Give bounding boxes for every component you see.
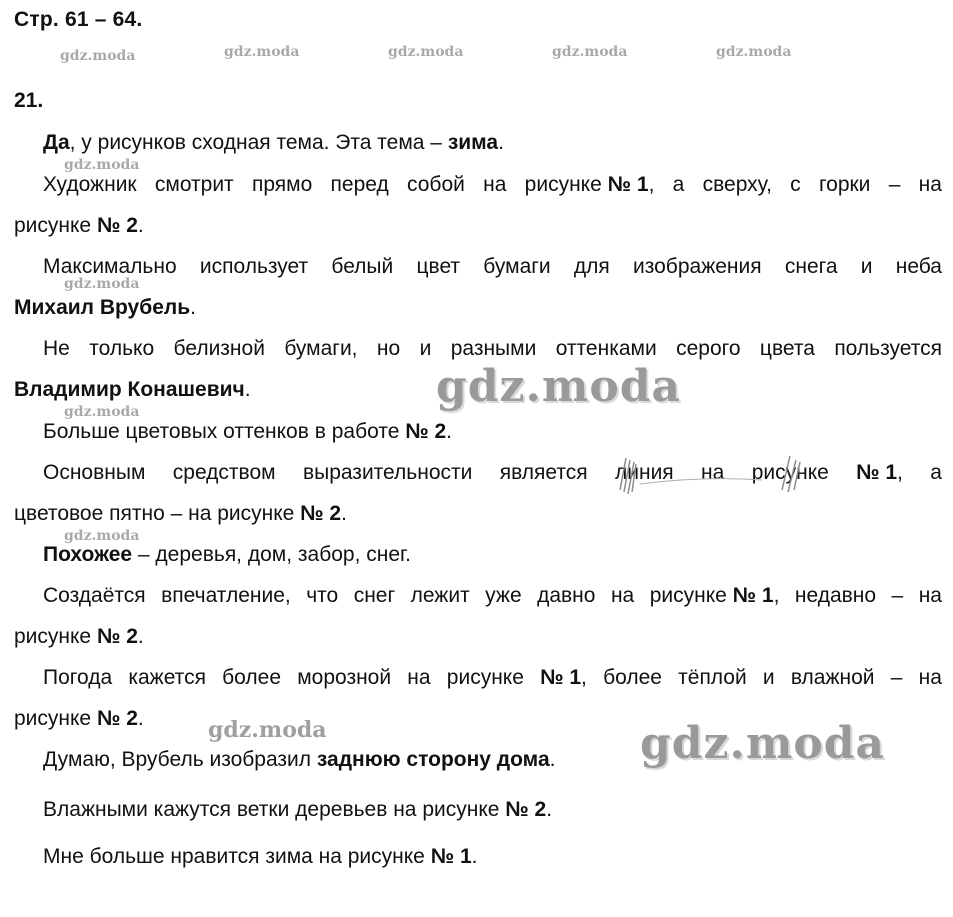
answer-bold: № 2	[405, 420, 447, 443]
word: линия	[615, 461, 674, 484]
word: оттенками	[555, 337, 657, 360]
answer-line-5	[43, 419, 452, 445]
word: рисунке	[649, 584, 727, 607]
answer-text: .	[546, 798, 553, 821]
watermark: gdz.moda	[64, 528, 140, 544]
answer-line-12	[43, 844, 477, 870]
word: Максимально	[43, 255, 177, 278]
word: прямо	[251, 173, 313, 196]
answer-bold: № 1	[856, 461, 898, 484]
answer-line-3b	[14, 295, 196, 321]
answer-text: .	[137, 625, 144, 648]
answer-text: Больше цветовых оттенков в работе	[43, 420, 406, 443]
word: ,	[897, 461, 903, 484]
word: цвет	[416, 255, 461, 278]
answer-bold: № 1	[732, 584, 774, 607]
word: впечатление,	[161, 584, 291, 607]
word: ,	[773, 584, 780, 607]
task-number: 21.	[14, 89, 44, 112]
answer-text: – деревья, дом, забор, снег.	[132, 543, 411, 566]
word: перед	[330, 173, 389, 196]
word: серого	[676, 337, 741, 360]
watermark: gdz.moda	[224, 44, 300, 60]
word: средством	[172, 461, 276, 484]
answer-bold: № 1	[540, 666, 582, 689]
answer-text: .	[244, 378, 251, 401]
answer-line-3	[43, 254, 942, 280]
word: Погода	[43, 666, 113, 689]
word: а	[930, 461, 942, 484]
answer-bold: № 2	[505, 798, 547, 821]
word: на	[483, 173, 507, 196]
word: на	[918, 666, 942, 689]
watermark: gdz.moda	[436, 361, 682, 412]
word: –	[891, 584, 904, 607]
word: является	[499, 461, 588, 484]
answer-line-7	[43, 542, 411, 568]
word: –	[888, 173, 901, 196]
answer-text: Влажными кажутся ветки деревьев на рисунке	[43, 798, 506, 821]
word: рисунке	[446, 666, 524, 689]
watermark: gdz.moda	[640, 718, 886, 769]
answer-bold: № 2	[300, 502, 342, 525]
word: и	[762, 666, 775, 689]
answer-text: .	[498, 131, 504, 154]
answer-text: .	[190, 296, 196, 319]
answer-text: Мне больше нравится зима на рисунке	[43, 845, 431, 868]
word: смотрит	[154, 173, 234, 196]
answer-text: .	[446, 420, 452, 443]
word: сверху,	[702, 173, 772, 196]
word: ,	[648, 173, 655, 196]
word: Не	[43, 337, 70, 360]
word: выразительности	[302, 461, 473, 484]
word: и	[860, 255, 873, 278]
answer-bold: № 2	[96, 214, 138, 237]
answer-text: рисунке	[14, 625, 97, 648]
answer-line-11	[43, 797, 552, 823]
answer-bold: № 2	[96, 707, 138, 730]
answer-text: .	[137, 707, 144, 730]
word: ,	[581, 666, 587, 689]
word: неба	[895, 255, 942, 278]
word: Основным	[43, 461, 146, 484]
answer-bold: заднюю сторону дома	[316, 748, 550, 771]
watermark: gdz.moda	[64, 157, 140, 173]
word: тёплой	[678, 666, 747, 689]
word: на	[407, 666, 431, 689]
watermark: gdz.moda	[64, 276, 140, 292]
word: на	[918, 173, 942, 196]
answer-text: цветовое пятно – на рисунке	[14, 502, 301, 525]
word: бумаги,	[284, 337, 358, 360]
word: но	[376, 337, 401, 360]
word	[856, 460, 903, 486]
word: собой	[407, 173, 465, 196]
word: использует	[199, 255, 309, 278]
answer-text: .	[471, 845, 478, 868]
word: Создаётся	[43, 584, 146, 607]
watermark: gdz.moda	[716, 44, 792, 60]
watermark: gdz.moda	[64, 404, 140, 420]
answer-line-2b	[14, 213, 144, 239]
word: кажется	[128, 666, 206, 689]
answer-line-6	[43, 460, 942, 486]
word: горки	[818, 173, 871, 196]
answer-bold: зима	[447, 131, 499, 154]
answer-bold: № 1	[607, 173, 649, 196]
word: недавно	[794, 584, 877, 607]
word: белый	[331, 255, 394, 278]
answer-bold: № 2	[96, 625, 138, 648]
answer-bold: Владимир Конашевич	[14, 378, 245, 401]
answer-text: Думаю, Врубель изобразил	[43, 748, 317, 771]
answer-line-8b	[14, 624, 144, 650]
answer-bold: № 1	[430, 845, 472, 868]
word: только	[89, 337, 155, 360]
answer-line-8	[43, 583, 942, 609]
answer-line-9b	[14, 706, 144, 732]
word: изображения	[633, 255, 762, 278]
word: что	[306, 584, 339, 607]
word: с	[790, 173, 801, 196]
page-heading: Стр. 61 – 64.	[14, 8, 143, 31]
word: снега	[784, 255, 838, 278]
answer-text: .	[341, 502, 347, 525]
answer-text: , у рисунков сходная тема. Эта тема –	[69, 131, 448, 154]
word	[540, 665, 587, 691]
word: давно	[537, 584, 596, 607]
word: разными	[450, 337, 537, 360]
word: для	[573, 255, 610, 278]
answer-bold: Да	[43, 131, 70, 154]
word: более	[222, 666, 282, 689]
word	[525, 172, 655, 198]
word: уже	[485, 584, 522, 607]
answer-text: рисунке	[14, 707, 97, 730]
word	[650, 583, 780, 609]
word: более	[603, 666, 662, 689]
watermark: gdz.moda	[388, 44, 464, 60]
word: на	[918, 584, 942, 607]
word: и	[419, 337, 432, 360]
answer-line-2	[43, 172, 942, 198]
answer-bold: Михаил Врубель	[14, 296, 191, 319]
word: а	[672, 173, 685, 196]
word: –	[890, 666, 903, 689]
word: белизной	[173, 337, 265, 360]
watermark: gdz.moda	[60, 48, 136, 64]
answer-line-10	[43, 747, 555, 773]
answer-line-4b	[14, 377, 251, 403]
word: цвета	[759, 337, 815, 360]
word: лежит	[410, 584, 470, 607]
answer-bold: Похожее	[43, 543, 133, 566]
word: пользуется	[834, 337, 942, 360]
watermark: gdz.moda	[552, 44, 628, 60]
word: на	[610, 584, 635, 607]
word: морозной	[297, 666, 392, 689]
word: рисунке	[751, 461, 829, 484]
word: на	[701, 461, 725, 484]
answer-text: рисунке	[14, 214, 97, 237]
word: влажной	[790, 666, 875, 689]
word: снег	[353, 584, 396, 607]
answer-line-4	[43, 336, 942, 362]
word: Художник	[43, 173, 137, 196]
answer-line-1	[43, 130, 504, 156]
word: рисунке	[524, 173, 602, 196]
answer-line-9	[43, 665, 942, 691]
answer-text: .	[137, 214, 144, 237]
answer-text: .	[549, 748, 556, 771]
answer-line-6b	[14, 501, 347, 527]
word: бумаги	[483, 255, 551, 278]
watermark: gdz.moda	[208, 717, 327, 743]
